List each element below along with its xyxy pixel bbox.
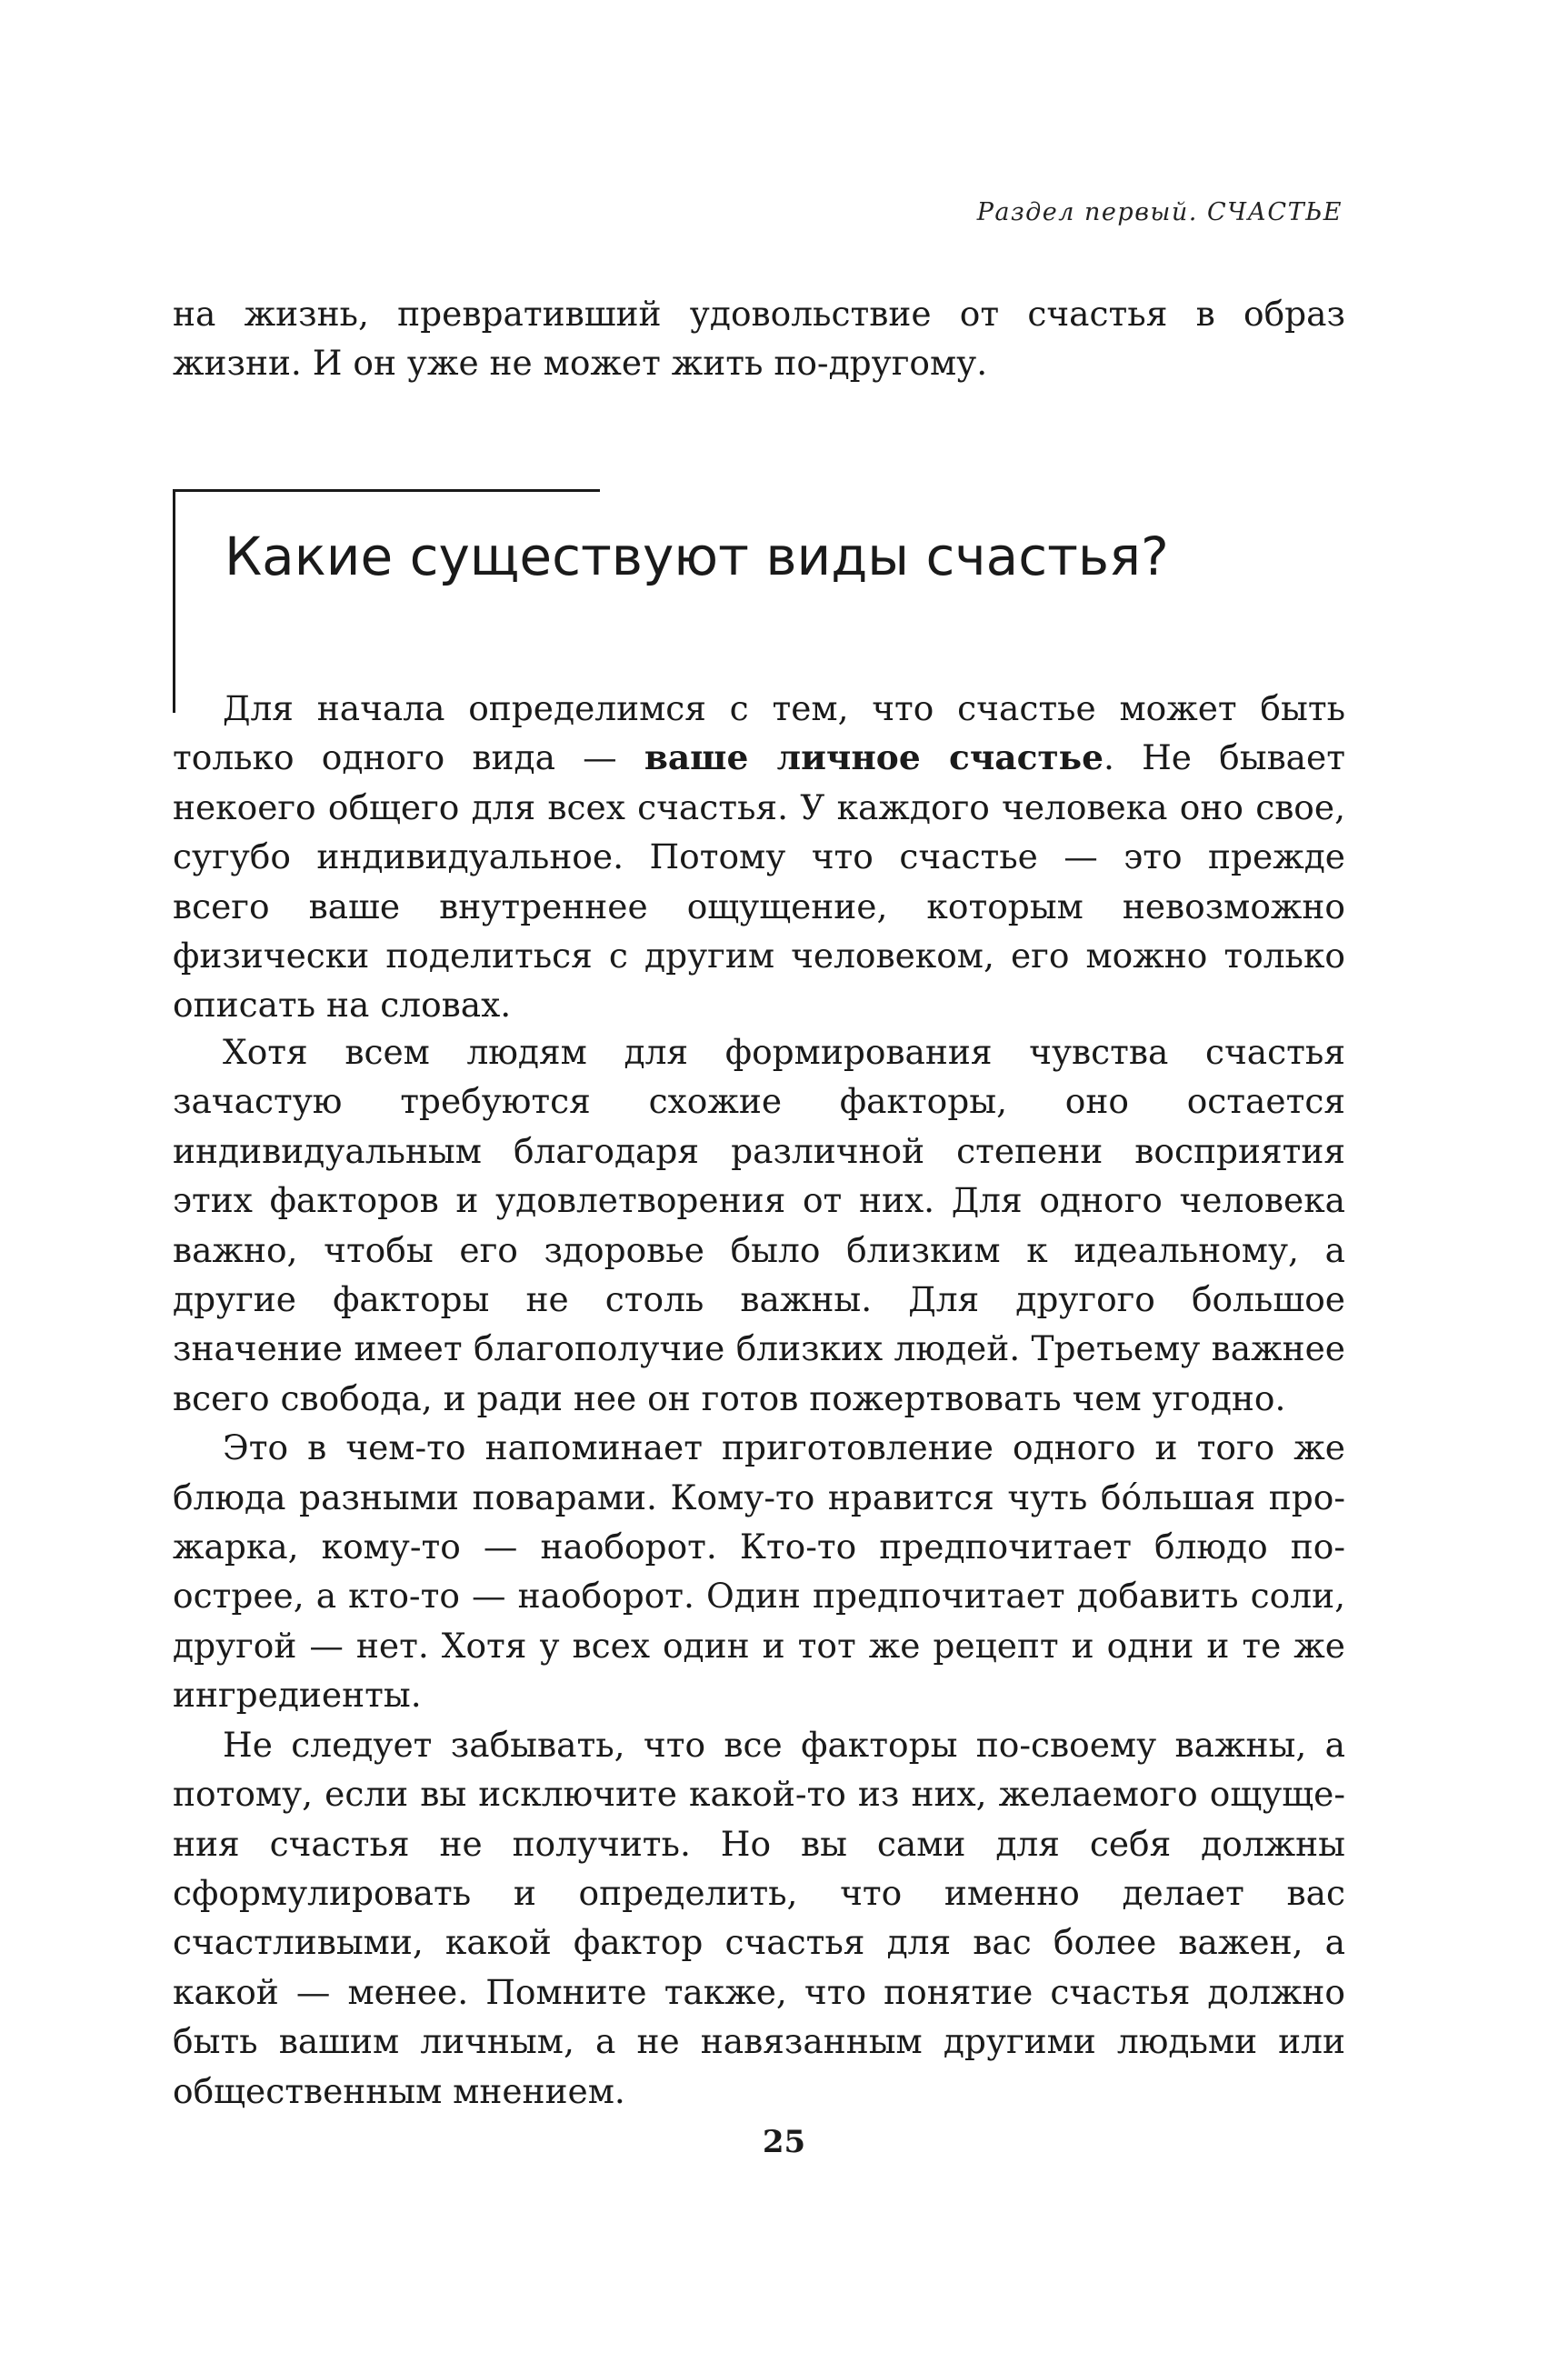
section-heading: Какие существуют виды счастья?	[225, 526, 1169, 587]
text-block-main	[173, 1027, 1345, 2116]
page-number: 25	[762, 2124, 806, 2160]
paragraph-3: Это в чем-то напоминает приготовление одного и того же блюда разными поварами. Кому-то нравится чуть бóльшая прожарка, кому-то — наоборот. Кто-то предпочитает блюдо поострее, а кто-то — наоборот. Один предпочитает добавить соли, другой — нет. Хотя у всех один и тот же рецепт и одни и те же ингредиенты.	[173, 1427, 1345, 1716]
paragraph-1-bold-phrase: ваше личное счастье	[644, 737, 1104, 778]
heading-bracket-left-rule	[173, 489, 175, 713]
running-header: Раздел первый. СЧАСТЬЕ	[976, 198, 1343, 226]
paragraph-4: Не следует забывать, что все факторы по-своему важны, а потому, если вы исключите какой-то из них, желаемого ощущения счастья не получить. Но вы сами для себя должны сформулировать и определить, что именно делает вас счастливыми, какой фактор счастья для вас более важен, а какой — менее. Помните также, что понятие счастья должно быть вашим личным, а не навязанным другими людьми или общественным мнением.	[173, 1724, 1345, 2111]
paragraph-1	[173, 684, 1345, 1030]
text-block-section	[173, 684, 1345, 1030]
paragraph-2: Хотя всем людям для формирования чувства счастья зачастую требуются схожие факторы, оно остается индивидуальным благодаря различной степени восприятия этих факторов и удовлетворения от них. Для одного человека важно, чтобы его здоровье было близким к идеальному, а другие факторы не столь важны. Для другого большое значение имеет благополучие близких людей. Третьему важнее всего свобода, и ради нее он готов пожертвовать чем угодно.	[173, 1032, 1345, 1418]
text-block-top	[173, 289, 1345, 388]
top-fragment-paragraph: на жизнь, превративший удовольствие от счастья в образ жизни. И он уже не может жить по-другому.	[173, 294, 1345, 384]
heading-bracket-top-rule	[173, 489, 600, 492]
paragraph-1-end: . Не бывает некоего общего для всех счастья. У каждого человека оно свое, сугубо индивидуальное. Потому что счастье — это прежде всего ваше внутреннее ощущение, которым невозможно физически поделиться с другим человеком, его можно только описать на словах.	[173, 737, 1345, 1026]
paragraph-1-start: Для начала определимся с тем, что счастье может быть только одного вида —	[173, 688, 1345, 778]
